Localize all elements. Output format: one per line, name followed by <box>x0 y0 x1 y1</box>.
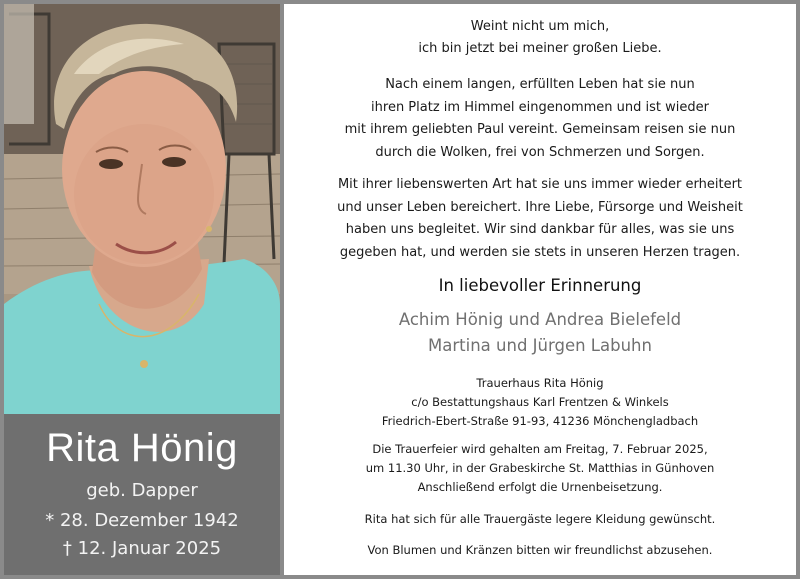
mourners <box>284 307 796 359</box>
poem <box>284 16 796 60</box>
death-date: † 12. Januar 2025 <box>62 538 222 559</box>
paragraph-line: durch die Wolken, frei von Schmerzen und Sorgen. <box>375 144 705 160</box>
deceased-name: Rita Hönig <box>46 426 238 470</box>
portrait-illustration <box>4 4 280 414</box>
service-line: Die Trauerfeier wird gehalten am Freitag, 7. Februar 2025, <box>372 442 708 456</box>
dress-code-note: Rita hat sich für alle Trauergäste legere Kleidung gewünscht. <box>364 512 716 526</box>
address-line: c/o Bestattungshaus Karl Frentzen & Winkels <box>411 395 669 409</box>
mourner-line: Martina und Jürgen Labuhn <box>428 336 652 355</box>
poem-line: Weint nicht um mich, <box>470 19 610 34</box>
memory-heading: In liebevoller Erinnerung <box>438 276 642 295</box>
paragraph-line: haben uns begleitet. Wir sind dankbar für alles, was sie uns <box>345 222 735 237</box>
mourner-line: Achim Hönig und Andrea Bielefeld <box>398 310 682 329</box>
poem-line: ich bin jetzt bei meiner großen Liebe. <box>418 41 662 56</box>
address-line: Friedrich-Ebert-Straße 91-93, 41236 Mönchengladbach <box>381 414 699 428</box>
paragraph-line: und unser Leben bereichert. Ihre Liebe, Fürsorge und Weisheit <box>337 199 743 215</box>
paragraph-2 <box>284 174 796 264</box>
service-line: um 11.30 Uhr, in der Grabeskirche St. Matthias in Günhoven <box>365 461 715 475</box>
paragraph-line: Mit ihrer liebenswerten Art hat sie uns immer wieder erheitert <box>337 177 743 192</box>
maiden-name: geb. Dapper <box>86 480 198 501</box>
service-line: Anschließend erfolgt die Urnenbeisetzung. <box>417 480 663 494</box>
funeral-home <box>284 374 796 431</box>
paragraph-line: gegeben hat, und werden sie stets in unseren Herzen tragen. <box>339 244 741 260</box>
portrait-photo <box>4 4 280 414</box>
paragraph-line: ihren Platz im Himmel eingenommen und ist wieder <box>371 99 709 115</box>
address-line: Trauerhaus Rita Hönig <box>476 376 604 390</box>
portrait-column <box>4 4 280 575</box>
paragraph-1 <box>284 74 796 164</box>
paragraph-line: mit ihrem geliebten Paul vereint. Gemeinsam reisen sie nun <box>344 122 736 137</box>
name-panel <box>4 414 280 575</box>
birth-date: * 28. Dezember 1942 <box>45 510 239 531</box>
flowers-note: Von Blumen und Kränzen bitten wir freundlichst abzusehen. <box>367 543 713 557</box>
text-column <box>284 4 796 575</box>
service-info <box>284 440 796 497</box>
paragraph-line: Nach einem langen, erfüllten Leben hat sie nun <box>385 77 695 92</box>
